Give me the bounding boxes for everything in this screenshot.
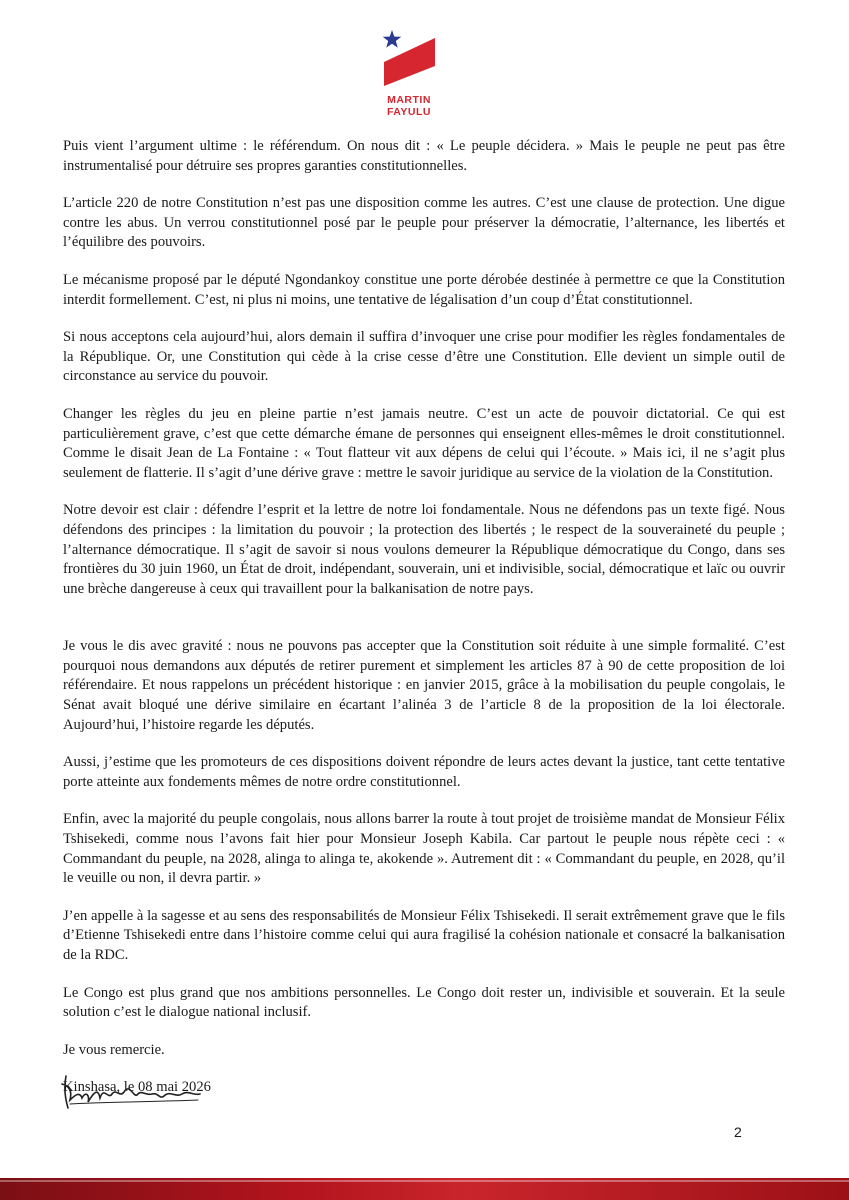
paragraph: Aussi, j’estime que les promoteurs de ces dispositions doivent répondre de leurs actes devant la justice, tant cette tentative porte atteinte aux fondements mêmes de notre ordre constitutionnel. [63,754,785,790]
paragraph: Je vous le dis avec gravité : nous ne pouvons pas accepter que la Constitution soit réduite à une simple formalité. C’est pourquoi nous demandons aux députés de retirer purement et simplement les articles 87 à 90 de cette proposition de loi référendaire. Et nous rappelons un précédent historique : en janvier 2015, grâce à la mobilisation du peuple congolais, le Sénat avait bloqué une dérive similaire en écartant l’alinéa 3 de l’article 8 de la proposition de la loi électorale. Aujourd’hui, l’histoire regarde les députés. [63,638,785,733]
page-number: 2 [734,1124,742,1140]
paragraph: Le Congo est plus grand que nos ambitions personnelles. Le Congo doit rester un, indivisible et souverain. Et la seule solution c’est le dialogue national inclusif. [63,984,785,1021]
paragraph: L’article 220 de notre Constitution n’est pas une disposition comme les autres. C’est une clause de protection. Une digue contre les abus. Un verrou constitutionnel posé par le peuple pour préserver la démocratie, l’alternance, les libertés et l’équilibre des pouvoirs. [63,195,785,251]
paragraph: Notre devoir est clair : défendre l’esprit et la lettre de notre loi fondamentale. Nous ne défendons pas un texte figé. Nous défendons des principes : la limitation du pouvoir ; la protection des libertés ; le respect de la souveraineté du peuple ; l’alternance démocratique. Il s’agit de savoir si nous voulons demeurer la République démocratique du Congo, dans ses frontières du 30 juin 1960, un État de droit, indépendant, souverain, uni et indivisible, social, démocratique et laïc ou ouvrir une brèche dangereuse à ceux qui travaillent pour la balkanisation de notre pays. [63,502,785,597]
paragraph: J’en appelle à la sagesse et au sens des responsabilités de Monsieur Félix Tshisekedi. Il serait extrêmement grave que le fils d’Etienne Tshisekedi entre dans l’histoire comme celui qui aura fragilisé la cohésion nationale et consacré la balkanisation de la RDC. [63,907,785,963]
signature [60,1072,210,1117]
logo [378,28,440,120]
star-icon [383,30,402,48]
paragraph: Si nous acceptons cela aujourd’hui, alors demain il suffira d’invoquer une crise pour modifier les règles fondamentales de la République. Or, une Constitution qui cède à la crise cesse d’être une Constitution. Elle devient un simple outil de circonstance au service du pouvoir. [63,329,785,385]
closing-line: Je vous remercie. [63,1041,165,1058]
paragraph: Changer les règles du jeu en pleine partie n’est jamais neutre. C’est un acte de pouvoir dictatorial. Ce qui est particulièrement grave, c’est que cette démarche émane de personnes qui enseignent elles-mêmes le droit constitutionnel. Comme le disait Jean de La Fontaine : « Tout flatteur vit aux dépens de celui qui l’écoute. » Mais ici, il ne s’agit plus seulement de flatterie. Il s’agit d’une dérive grave : mettre le savoir juridique au service de la violation de la Constitution. [63,405,785,481]
flag-shape [384,38,435,86]
paragraph: Puis vient l’argument ultime : le référendum. On nous dit : « Le peuple décidera. » Mais le peuple ne peut pas être instrumentalisé pour détruire ses propres garanties constitutionnelles. [63,138,785,174]
footer-bar [0,1178,849,1200]
star-flag-icon [378,28,440,94]
letter-body [63,137,785,1116]
logo-first-name: MARTIN [387,94,431,106]
paragraph: Enfin, avec la majorité du peuple congolais, nous allons barrer la route à tout projet de troisième mandat de Monsieur Félix Tshisekedi, comme nous l’avons fait hier pour Monsieur Joseph Kabila. Car partout le peuple nous répète ceci : « Commandant du peuple, na 2028, alinga to alinga te, akokende ». Autrement dit : « Commandant du peuple, en 2028, qu’il le veuille ou non, il devra partir. » [63,811,785,887]
logo-last-name: FAYULU [386,106,432,118]
place-date: Kinshasa, le 08 mai 2026 [63,1079,211,1096]
paragraph: Le mécanisme proposé par le député Ngondankoy constitue une porte dérobée destinée à permettre ce que la Constitution interdit formellement. C’est, ni plus ni moins, une tentative de légalisation d’un coup d’État constitutionnel. [63,271,785,308]
